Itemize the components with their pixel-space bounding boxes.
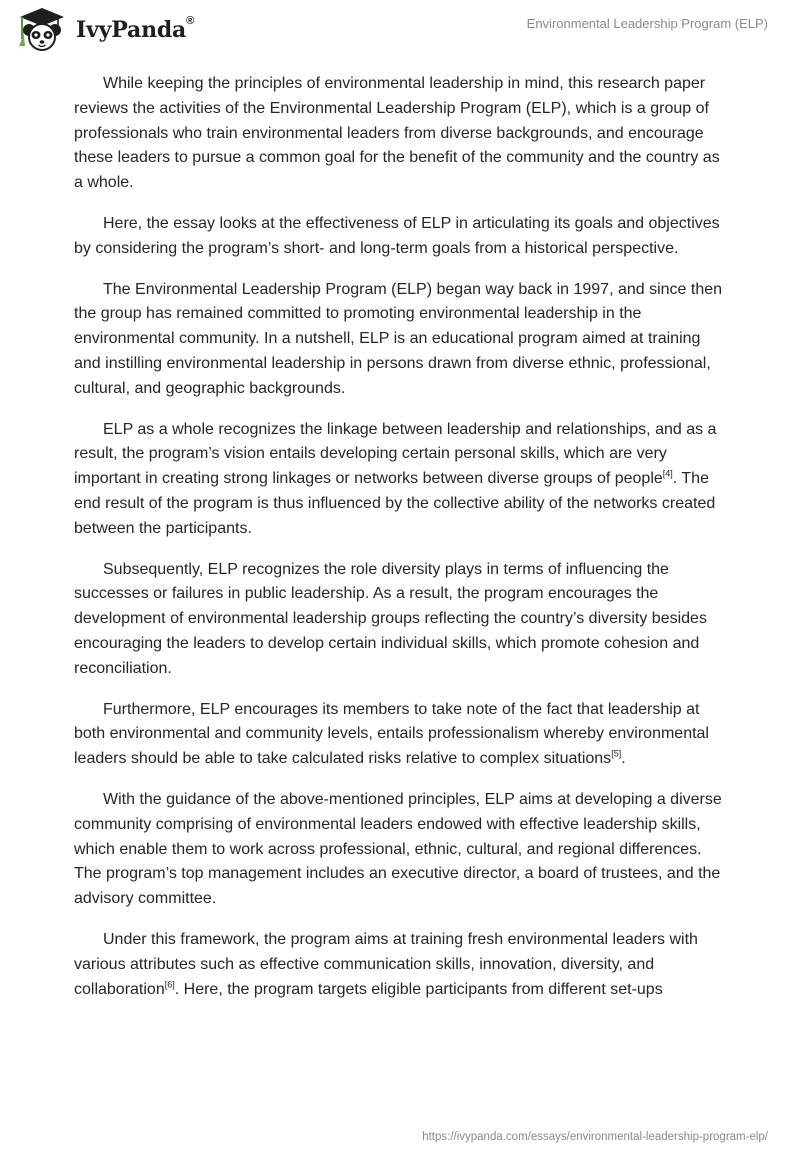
brand-name: IvyPanda®	[76, 15, 195, 43]
paragraph-6: Furthermore, ELP encourages its members to take note of the fact that leadership at both environmental and community levels, entails professionalism whereby environmental leaders should be able to take calculated risks relative to complex situations[5].	[74, 700, 709, 768]
citation-ref[interactable]: [4]	[662, 468, 673, 479]
essay-body	[74, 72, 730, 1018]
paragraph-1: While keeping the principles of environmental leadership in mind, this research paper reviews the activities of the Environmental Leadership Program (ELP), which is a group of professionals who train environmental leaders from diverse backgrounds, and encourage these leaders to pursue a common goal for the benefit of the community and the country as a whole.	[74, 75, 720, 192]
paragraph-3: The Environmental Leadership Program (ELP) began way back in 1997, and since then the group has remained committed to promoting environmental leadership in the environmental community. In a nutshell, ELP is an educational program aimed at training and instilling environmental leadership in persons drawn from diverse ethnic, professional, cultural, and geographic backgrounds.	[74, 280, 723, 397]
paragraph-7: With the guidance of the above-mentioned principles, ELP aims at developing a diverse community comprising of environmental leaders endowed with effective leadership skills, which enable them to work across professional, ethnic, cultural, and regional differences. The program’s top management includes an executive director, a board of trustees, and the advisory committee.	[74, 790, 722, 908]
citation-ref[interactable]: [5]	[611, 748, 622, 759]
paragraph-2: Here, the essay looks at the effectiveness of ELP in articulating its goals and objectives by considering the program’s short- and long-term goals from a historical perspective.	[74, 214, 720, 257]
ivypanda-logo[interactable]	[14, 6, 194, 54]
source-url[interactable]: https://ivypanda.com/essays/environmental-leadership-program-elp/	[422, 1131, 768, 1143]
paragraph-5: Subsequently, ELP recognizes the role diversity plays in terms of influencing the successes or failures in public leadership. As a result, the program encourages the development of environmental leadership groups reflecting the country’s diversity besides encouraging the leaders to develop certain individual skills, which promote cohesion and reconciliation.	[74, 560, 707, 677]
paragraph-8: Under this framework, the program aims at training fresh environmental leaders with various attributes such as effective communication skills, innovation, diversity, and collaboration[6]. Here, the program targets eligible participants from different set-ups	[74, 930, 698, 998]
paragraph-4: ELP as a whole recognizes the linkage between leadership and relationships, and as a result, the program’s vision entails developing certain personal skills, which are very important in creating strong linkages or networks between diverse groups of people[4]. The end result of the program is thus influenced by the collective ability of the networks created between the participants.	[74, 420, 717, 537]
panda-graduate-icon	[14, 6, 70, 54]
registered-mark: ®	[186, 15, 195, 27]
page-header	[0, 0, 800, 64]
citation-ref[interactable]: [6]	[164, 979, 175, 990]
document-title: Environmental Leadership Program (ELP)	[526, 16, 768, 31]
